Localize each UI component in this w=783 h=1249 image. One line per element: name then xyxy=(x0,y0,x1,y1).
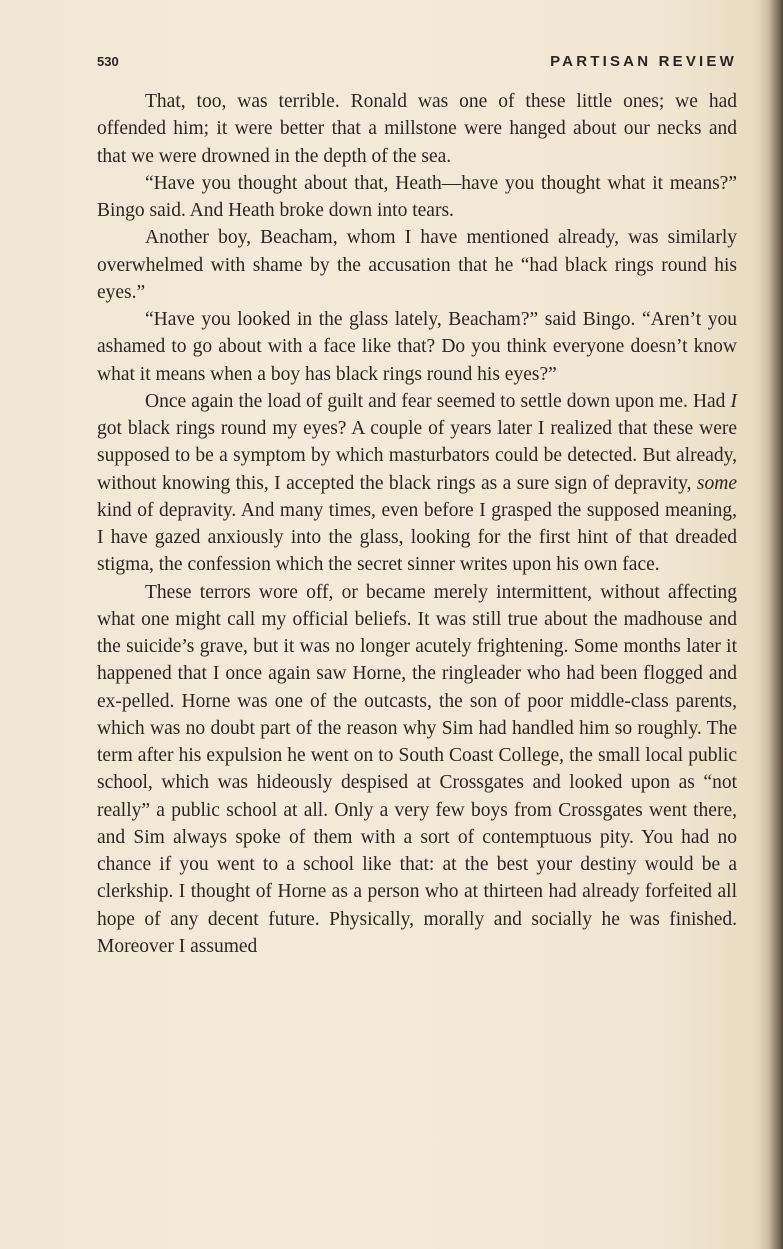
paragraph: “Have you thought about that, Heath—have you thought what it means?” Bingo said. And Heath broke down into tears. xyxy=(97,172,737,221)
page-edge-shadow xyxy=(759,0,783,1249)
paragraph: Another boy, Beacham, whom I have mentioned already, was similarly overwhelmed with shame by the accusation that he “had black rings round his eyes.” xyxy=(97,227,737,303)
paragraph: That, too, was terrible. Ronald was one of these little ones; we had offended him; it were better that a millstone were hanged about our necks and that we were drowned in the depth of the sea. xyxy=(97,91,737,167)
paragraph-text: kind of depravity. And many times, even before I grasped the supposed meaning, I have gazed anxiously into the glass, looking for the first hint of that dreaded stigma, the confession which the secret sinner writes upon his own face. xyxy=(97,499,737,576)
body-text xyxy=(97,88,737,960)
paragraph xyxy=(97,388,737,579)
running-head: PARTISAN REVIEW xyxy=(550,53,737,70)
page-number: 530 xyxy=(97,54,119,69)
paragraph-text: got black rings round my eyes? A couple of years later I realized that these were supposed to be a symptom by which masturbators could be detected. But already, without knowing this, I accepted the black rings as a sure sign of depravity, xyxy=(97,418,737,494)
italic-text: I xyxy=(730,390,737,412)
page-header xyxy=(97,50,737,74)
paragraph: “Have you looked in the glass lately, Beacham?” said Bingo. “Aren’t you ashamed to go about with a face like that? Do you think everyone doesn’t know what it means when a boy has black rings round his eyes?” xyxy=(97,309,737,385)
italic-text: some xyxy=(696,472,737,494)
paragraph: These terrors wore off, or became merely intermittent, without affecting what one might call my official beliefs. It was still true about the madhouse and the suicide’s grave, but it was no longer acutely frightening. Some months later it happened that I once again saw Horne, the ringleader who had been flogged and ex-pelled. Horne was one of the outcasts, the son of poor middle-class parents, which was no doubt part of the reason why Sim had handled him so roughly. The term after his expulsion he went on to South Coast College, the small local public school, which was hideously despised at Crossgates and looked upon as “not really” a public school at all. Only a very few boys from Crossgates went there, and Sim always spoke of them with a sort of contemptuous pity. You had no chance if you went to a school like that: at the best your destiny would be a clerkship. I thought of Horne as a person who at thirteen had already forfeited all hope of any decent future. Physically, morally and socially he was finished. Moreover I assumed xyxy=(97,581,737,957)
paragraph-text: Once again the load of guilt and fear seemed to settle down upon me. Had xyxy=(145,390,731,412)
